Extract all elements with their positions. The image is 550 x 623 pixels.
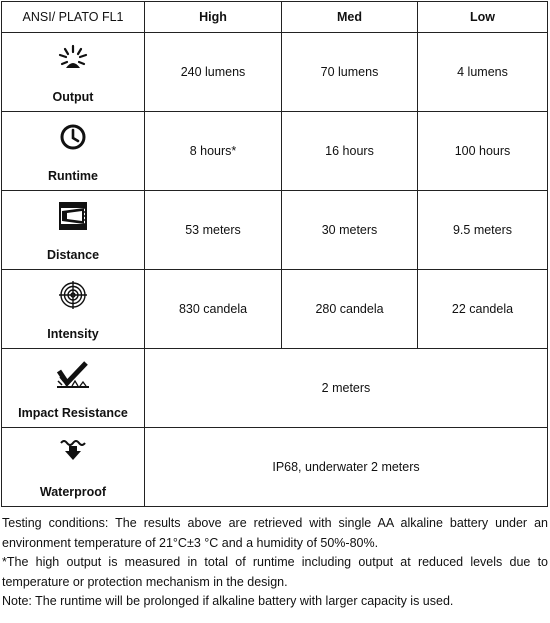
header-med: Med <box>282 2 418 33</box>
distance-low: 9.5 meters <box>418 191 548 270</box>
table-row-waterproof <box>2 428 548 507</box>
waterproof-value: IP68, underwater 2 meters <box>145 428 548 507</box>
spec-table <box>1 1 548 507</box>
row-label-output: Output <box>2 33 145 112</box>
table-row-distance <box>2 191 548 270</box>
note-high-output: *The high output is measured in total of runtime including output at reduced levels due to temperature or protection mechanism in the design. <box>2 555 548 589</box>
distance-med: 30 meters <box>282 191 418 270</box>
clock-icon <box>2 122 144 152</box>
sun-rays-icon <box>2 43 144 73</box>
row-label-impact: Impact Resistance <box>2 349 145 428</box>
notes <box>2 514 548 612</box>
runtime-med: 16 hours <box>282 112 418 191</box>
row-label-intensity: Intensity <box>2 270 145 349</box>
table-row-intensity <box>2 270 548 349</box>
header-low: Low <box>418 2 548 33</box>
row-label-distance: Distance <box>2 191 145 270</box>
header-standard: ANSI/ PLATO FL1 <box>2 2 145 33</box>
output-low: 4 lumens <box>418 33 548 112</box>
impact-value: 2 meters <box>145 349 548 428</box>
note-testing-conditions: Testing conditions: The results above are retrieved with single AA alkaline battery under an environment temperature of 21°C±3 °C and a humidity of 50%-80%. <box>2 516 548 550</box>
table-row-runtime <box>2 112 548 191</box>
note-runtime: Note: The runtime will be prolonged if alkaline battery with larger capacity is used. <box>2 594 454 608</box>
header-high: High <box>145 2 282 33</box>
table-header-row <box>2 2 548 33</box>
row-label-waterproof: Waterproof <box>2 428 145 507</box>
water-drop-icon <box>2 438 144 468</box>
intensity-low: 22 candela <box>418 270 548 349</box>
row-label-runtime: Runtime <box>2 112 145 191</box>
table-row-output <box>2 33 548 112</box>
target-icon <box>2 280 144 310</box>
distance-high: 53 meters <box>145 191 282 270</box>
output-high: 240 lumens <box>145 33 282 112</box>
runtime-high: 8 hours* <box>145 112 282 191</box>
beam-distance-icon <box>2 201 144 231</box>
runtime-low: 100 hours <box>418 112 548 191</box>
intensity-high: 830 candela <box>145 270 282 349</box>
impact-icon <box>2 359 144 389</box>
table-row-impact <box>2 349 548 428</box>
output-med: 70 lumens <box>282 33 418 112</box>
intensity-med: 280 candela <box>282 270 418 349</box>
